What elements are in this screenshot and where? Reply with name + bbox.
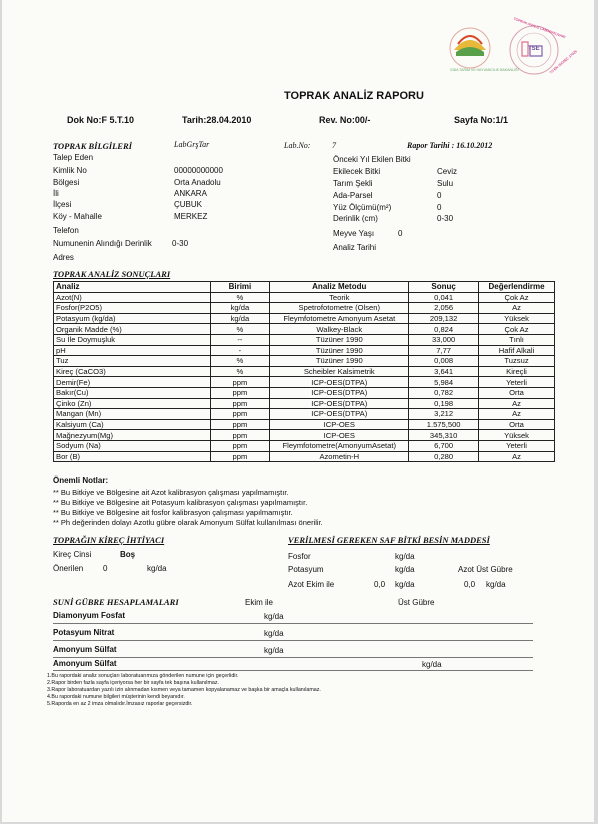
table-cell: ICP-OES(DTPA) — [270, 377, 409, 388]
table-cell: Scheibler Kalsimetrik — [270, 366, 409, 377]
info-label: Derinlik (cm) — [333, 214, 378, 223]
info-label: Meyve Yaşı — [333, 229, 375, 238]
doc-date: Tarih:28.04.2010 — [182, 115, 252, 125]
info-label: Talep Eden — [53, 153, 94, 162]
nitrogen-sowing-label: Azot Ekim ile — [288, 580, 335, 589]
results-table — [53, 281, 555, 462]
table-cell: % — [210, 356, 270, 367]
info-value: 0-30 — [172, 239, 189, 248]
table-cell: 3,212 — [409, 409, 479, 420]
nitrogen-sowing-unit: kg/da — [395, 580, 415, 589]
nitrogen-top-label: Azot Üst Gübre — [458, 565, 513, 574]
info-label: Telefon — [53, 226, 79, 235]
table-row — [54, 313, 555, 324]
info-label: Analiz Tarihi — [333, 243, 376, 252]
table-cell: 3,641 — [409, 366, 479, 377]
table-cell: Orta — [479, 387, 555, 398]
row-divider — [53, 657, 533, 658]
logo-area — [442, 16, 579, 80]
lab-name: LabGrşTar — [174, 140, 210, 149]
info-value: ÇUBUK — [174, 200, 203, 209]
nutrient-title: VERİLMESİ GEREKEN SAF BİTKİ BESİN MADDESİ — [288, 535, 490, 545]
lime-recommended-label: Önerilen — [53, 564, 84, 573]
table-cell: Çok Az — [479, 324, 555, 335]
table-cell: 33,000 — [409, 334, 479, 345]
info-label: Ada-Parsel — [333, 191, 373, 200]
table-cell: 0,280 — [409, 451, 479, 462]
fertilizer-unit: kg/da — [264, 646, 284, 655]
table-cell: Teorik — [270, 292, 409, 303]
table-row — [54, 334, 555, 345]
table-cell: Kalsiyum (Ca) — [54, 419, 211, 430]
notes-title: Önemli Notlar: — [53, 476, 109, 485]
table-row — [54, 324, 555, 335]
table-cell: 1.575,500 — [409, 419, 479, 430]
nitrogen-sowing-value: 0,0 — [374, 580, 386, 589]
fertilizer-name: Diamonyum Fosfat — [53, 611, 126, 620]
table-cell: 0,824 — [409, 324, 479, 335]
table-row — [54, 356, 555, 367]
table-cell: 2,056 — [409, 303, 479, 314]
note-item: ** Bu Bitkiye ve Bölgesine ait Potasyum kalibrasyon çalışması yapılmamıştır. — [53, 498, 308, 507]
info-label: Numunenin Alındığı Derinlik — [53, 239, 152, 248]
table-cell: Çinko (Zn) — [54, 398, 211, 409]
column-header: Birimi — [210, 282, 270, 293]
info-value: 0 — [437, 203, 442, 212]
footer-note: 4.Bu rapordaki numune bilgileri müşterinin kendi beyanıdır. — [47, 694, 185, 700]
table-cell: ICP-OES(DTPA) — [270, 387, 409, 398]
footer-note: 3.Rapor laboratuardan yazılı izin alınmadan kısmen veya tamamen kopyalanamaz ve başka bir amaçla kullanılamaz. — [47, 687, 321, 693]
row-divider — [53, 670, 533, 671]
table-cell: Yüksek — [479, 430, 555, 441]
table-cell: ppm — [210, 440, 270, 451]
lime-type-label: Kireç Cinsi — [53, 550, 92, 559]
table-row — [54, 377, 555, 388]
fertilizer-name: Amonyum Sülfat — [53, 659, 117, 668]
info-value: MERKEZ — [174, 212, 208, 221]
table-cell: Az — [479, 303, 555, 314]
info-label: Yüz Ölçümü(m²) — [333, 203, 392, 212]
table-cell: Bakır(Cu) — [54, 387, 211, 398]
fertilizer-unit: kg/da — [422, 660, 442, 669]
table-cell: Fleymfotometre Amonyum Asetat — [270, 313, 409, 324]
table-row — [54, 451, 555, 462]
results-title: TOPRAK ANALİZ SONUÇLARI — [53, 269, 171, 279]
footer-note: 2.Rapor birden fazla sayfa içeriyorsa her bir sayfa tek başına kullanılmaz. — [47, 680, 219, 686]
table-cell: ppm — [210, 430, 270, 441]
info-value: ANKARA — [174, 189, 207, 198]
table-cell: ppm — [210, 387, 270, 398]
table-cell: ppm — [210, 451, 270, 462]
table-cell: kg/da — [210, 313, 270, 324]
info-value: 0-30 — [437, 214, 454, 223]
table-cell: % — [210, 292, 270, 303]
table-cell: Fosfor(P2O5) — [54, 303, 211, 314]
table-cell: Hafif Alkali — [479, 345, 555, 356]
lab-no: 7 — [332, 141, 336, 150]
table-cell: Fleymfotometre(AmonyumAsetat) — [270, 440, 409, 451]
report-date: Rapor Tarihi : 16.10.2012 — [407, 141, 493, 150]
table-cell: Tüzüner 1990 — [270, 334, 409, 345]
info-value: Orta Anadolu — [174, 178, 221, 187]
results-body — [54, 292, 555, 462]
info-value: 00000000000 — [174, 166, 223, 175]
info-value: Sulu — [437, 179, 454, 188]
info-label: Adres — [53, 253, 74, 262]
lime-requirement-title: TOPRAĞIN KİREÇ İHTİYACI — [53, 535, 165, 545]
table-row — [54, 387, 555, 398]
table-cell: ppm — [210, 398, 270, 409]
column-header: Sonuç — [409, 282, 479, 293]
table-row — [54, 440, 555, 451]
revision-no: Rev. No:00/- — [319, 115, 371, 125]
table-row — [54, 419, 555, 430]
table-cell: kg/da — [210, 303, 270, 314]
table-cell: ICP-OES(DTPA) — [270, 398, 409, 409]
info-label: İli — [53, 189, 59, 198]
table-cell: Tüzüner 1990 — [270, 345, 409, 356]
table-cell: ppm — [210, 419, 270, 430]
table-cell: ICP-OES — [270, 419, 409, 430]
table-cell: pH — [54, 345, 211, 356]
table-row — [54, 409, 555, 420]
table-cell: Çok Az — [479, 292, 555, 303]
row-divider — [53, 623, 533, 624]
footer-note: 1.Bu rapordaki analiz sonuçları laboratuarımıza gönderilen numune için geçerlidir. — [47, 673, 239, 679]
table-cell: Kireçli — [479, 366, 555, 377]
table-row — [54, 430, 555, 441]
lab-logo-org-text: TOPRAK ANALİZ LABORATUVARI — [512, 16, 566, 40]
table-cell: Azometin-H — [270, 451, 409, 462]
table-cell: Yüksek — [479, 313, 555, 324]
fertilizer-unit: kg/da — [264, 612, 284, 621]
table-cell: ppm — [210, 409, 270, 420]
table-row — [54, 345, 555, 356]
table-cell: - — [210, 345, 270, 356]
table-cell: Bor (B) — [54, 451, 211, 462]
table-row — [54, 292, 555, 303]
table-cell: Su İle Doymuşluk — [54, 334, 211, 345]
ministry-logo-caption: GIDA TARIM VE HAYVANCILIK BAKANLIĞI — [450, 68, 519, 72]
table-cell: Organik Madde (%) — [54, 324, 211, 335]
lime-recommended-value: 0 — [103, 564, 108, 573]
info-value: 0 — [437, 191, 442, 200]
nitrogen-top-value: 0,0 — [464, 580, 476, 589]
table-cell: Kireç (CaCO3) — [54, 366, 211, 377]
nitrogen-top-unit: kg/da — [486, 580, 506, 589]
report-page — [2, 0, 594, 822]
soil-info-title: TOPRAK BİLGİLERİ — [53, 141, 132, 151]
table-cell: Tuz — [54, 356, 211, 367]
table-cell: Spetrofotometre (Olsen) — [270, 303, 409, 314]
table-row — [54, 303, 555, 314]
table-cell: 0,198 — [409, 398, 479, 409]
table-cell: 5,984 — [409, 377, 479, 388]
table-cell: 345,310 — [409, 430, 479, 441]
report-title: TOPRAK ANALİZ RAPORU — [284, 90, 424, 102]
note-item: ** Bu Bitkiye ve Bölgesine ait Azot kalibrasyon çalışması yapılmamıştır. — [53, 488, 289, 497]
note-item: ** Bu Bitkiye ve Bölgesine ait fosfor kalibrasyon çalışması yapılmamıştır. — [53, 508, 293, 517]
note-item: ** Ph değerinden dolayı Azotlu gübre olarak Amonyum Sülfat kullanılması önerilir. — [53, 518, 323, 527]
lab-no-label: Lab.No: — [284, 141, 311, 150]
table-cell: Tüzüner 1990 — [270, 356, 409, 367]
fertilizer-name: Potasyum Nitrat — [53, 628, 115, 637]
table-cell: Az — [479, 451, 555, 462]
table-cell: Az — [479, 409, 555, 420]
info-label: Bölgesi — [53, 178, 80, 187]
column-header: Analiz — [54, 282, 211, 293]
potassium-unit: kg/da — [395, 565, 415, 574]
sowing-label: Ekim ile — [245, 598, 274, 607]
table-cell: 7,77 — [409, 345, 479, 356]
info-label: Tarım Şekli — [333, 179, 373, 188]
info-label: Önceki Yıl Ekilen Bitki — [333, 155, 411, 164]
info-value: Ceviz — [437, 167, 458, 176]
fertilizer-unit: kg/da — [264, 629, 284, 638]
results-header-row — [54, 282, 555, 293]
table-cell: Yeterli — [479, 377, 555, 388]
row-divider — [53, 640, 533, 641]
table-cell: Potasyum (kg/da) — [54, 313, 211, 324]
table-cell: ppm — [210, 377, 270, 388]
info-label: Kimlik No — [53, 166, 87, 175]
table-cell: Tınlı — [479, 334, 555, 345]
table-row — [54, 398, 555, 409]
table-row — [54, 366, 555, 377]
table-cell: Tuzsuz — [479, 356, 555, 367]
table-cell: Walkey-Black — [270, 324, 409, 335]
table-cell: ICP-OES(DTPA) — [270, 409, 409, 420]
lab-logo-badge: TSE — [528, 46, 540, 52]
table-cell: Demir(Fe) — [54, 377, 211, 388]
table-cell: 0,041 — [409, 292, 479, 303]
column-header: Değerlendirme — [479, 282, 555, 293]
fertilizer-title: SUNİ GÜBRE HESAPLAMALARI — [53, 597, 179, 607]
table-cell: % — [210, 324, 270, 335]
table-cell: Sodyum (Na) — [54, 440, 211, 451]
table-cell: Yeterli — [479, 440, 555, 451]
potassium-label: Potasyum — [288, 565, 324, 574]
table-cell: 209,132 — [409, 313, 479, 324]
table-cell: 0,782 — [409, 387, 479, 398]
table-cell: Az — [479, 398, 555, 409]
phosphorus-label: Fosfor — [288, 552, 311, 561]
table-cell: Mangan (Mn) — [54, 409, 211, 420]
table-cell: Mağnezyum(Mg) — [54, 430, 211, 441]
phosphorus-unit: kg/da — [395, 552, 415, 561]
page-no: Sayfa No:1/1 — [454, 115, 509, 125]
column-header: Analiz Metodu — [270, 282, 409, 293]
table-cell: Azot(N) — [54, 292, 211, 303]
info-label: Köy - Mahalle — [53, 212, 102, 221]
table-cell: 0,008 — [409, 356, 479, 367]
footer-note: 5.Raporda en az 2 imza olmalıdır.İmzasız raporlar geçersizdir. — [47, 701, 193, 707]
top-dressing-label: Üst Gübre — [398, 598, 435, 607]
table-cell: ICP-OES — [270, 430, 409, 441]
doc-no: Dok No:F 5.T.10 — [67, 115, 135, 125]
info-label: İlçesi — [53, 200, 72, 209]
lime-unit: kg/da — [147, 564, 167, 573]
table-cell: % — [210, 366, 270, 377]
info-value: 0 — [398, 229, 403, 238]
table-cell: -- — [210, 334, 270, 345]
info-label: Ekilecek Bitki — [333, 167, 381, 176]
lab-logo-accreditation-text: TS EN ISO/IEC 17025 — [548, 49, 579, 75]
lime-type-value: Boş — [120, 550, 136, 559]
fertilizer-name: Amonyum Sülfat — [53, 645, 117, 654]
table-cell: Orta — [479, 419, 555, 430]
table-cell: 6,700 — [409, 440, 479, 451]
